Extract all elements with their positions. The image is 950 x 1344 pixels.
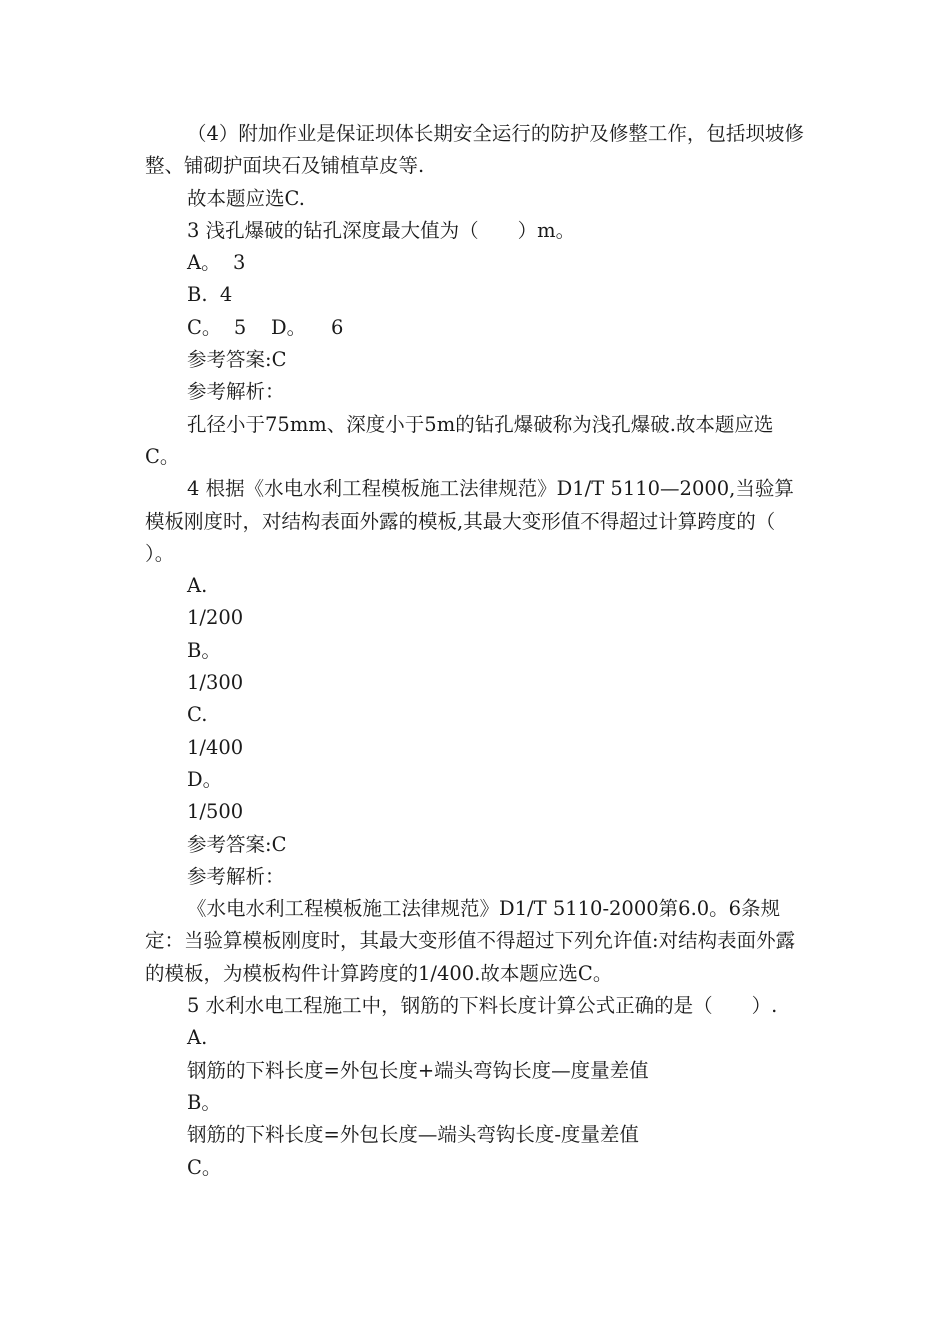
question-5: 5 水利水电工程施工中，钢筋的下料长度计算公式正确的是（ ）. [187, 994, 778, 1018]
reference-analysis-label: 参考解析： [187, 864, 285, 888]
option-a-label: A. [187, 1026, 208, 1050]
option-d-label: D。 [187, 767, 223, 791]
analysis-paragraph: 孔径小于75mm、深度小于5m的钻孔爆破称为浅孔爆破.故本题应选C。 [145, 412, 774, 468]
option-b: B. 4 [187, 283, 233, 307]
answer-conclusion: 故本题应选C. [187, 186, 305, 210]
document-body [145, 118, 815, 1184]
reference-analysis-label: 参考解析： [187, 380, 285, 404]
analysis-paragraph: 《水电水利工程模板施工法律规范》D1/T 5110-2000第6.0。6条规定：当验算模板刚度时，其最大变形值不得超过下列允许值:对结构表面外露的模板，为模板构件计算跨度的1/400.故本题应选C。 [145, 897, 796, 985]
option-c-value: 1/400 [187, 735, 244, 759]
option-a: A。 3 [187, 251, 246, 275]
option-c-label: C. [187, 703, 208, 727]
option-b-value: 1/300 [187, 671, 244, 695]
option-a-label: A. [187, 574, 208, 598]
reference-answer: 参考答案:C [187, 348, 287, 372]
option-d-value: 1/500 [187, 800, 244, 824]
option-b-value: 钢筋的下料长度=外包长度—端头弯钩长度-度量差值 [187, 1123, 639, 1147]
option-b-label: B。 [187, 638, 221, 662]
option-c-label: C。 [187, 1155, 222, 1179]
option-b-label: B。 [187, 1090, 221, 1114]
paragraph-additional-work: （4）附加作业是保证坝体长期安全运行的防护及修整工作，包括坝坡修整、铺砌护面块石及铺植草皮等. [145, 122, 804, 178]
option-c-d: C。 5 D。 6 [187, 315, 344, 339]
option-a-value: 1/200 [187, 606, 244, 630]
reference-answer: 参考答案:C [187, 832, 287, 856]
question-3: 3 浅孔爆破的钻孔深度最大值为（ ）m。 [187, 218, 576, 242]
option-a-value: 钢筋的下料长度=外包长度+端头弯钩长度—度量差值 [187, 1058, 649, 1082]
question-4: 4 根据《水电水利工程模板施工法律规范》D1/T 5110—2000,当验算模板刚度时，对结构表面外露的模板,其最大变形值不得超过计算跨度的（ ）。 [145, 477, 815, 565]
